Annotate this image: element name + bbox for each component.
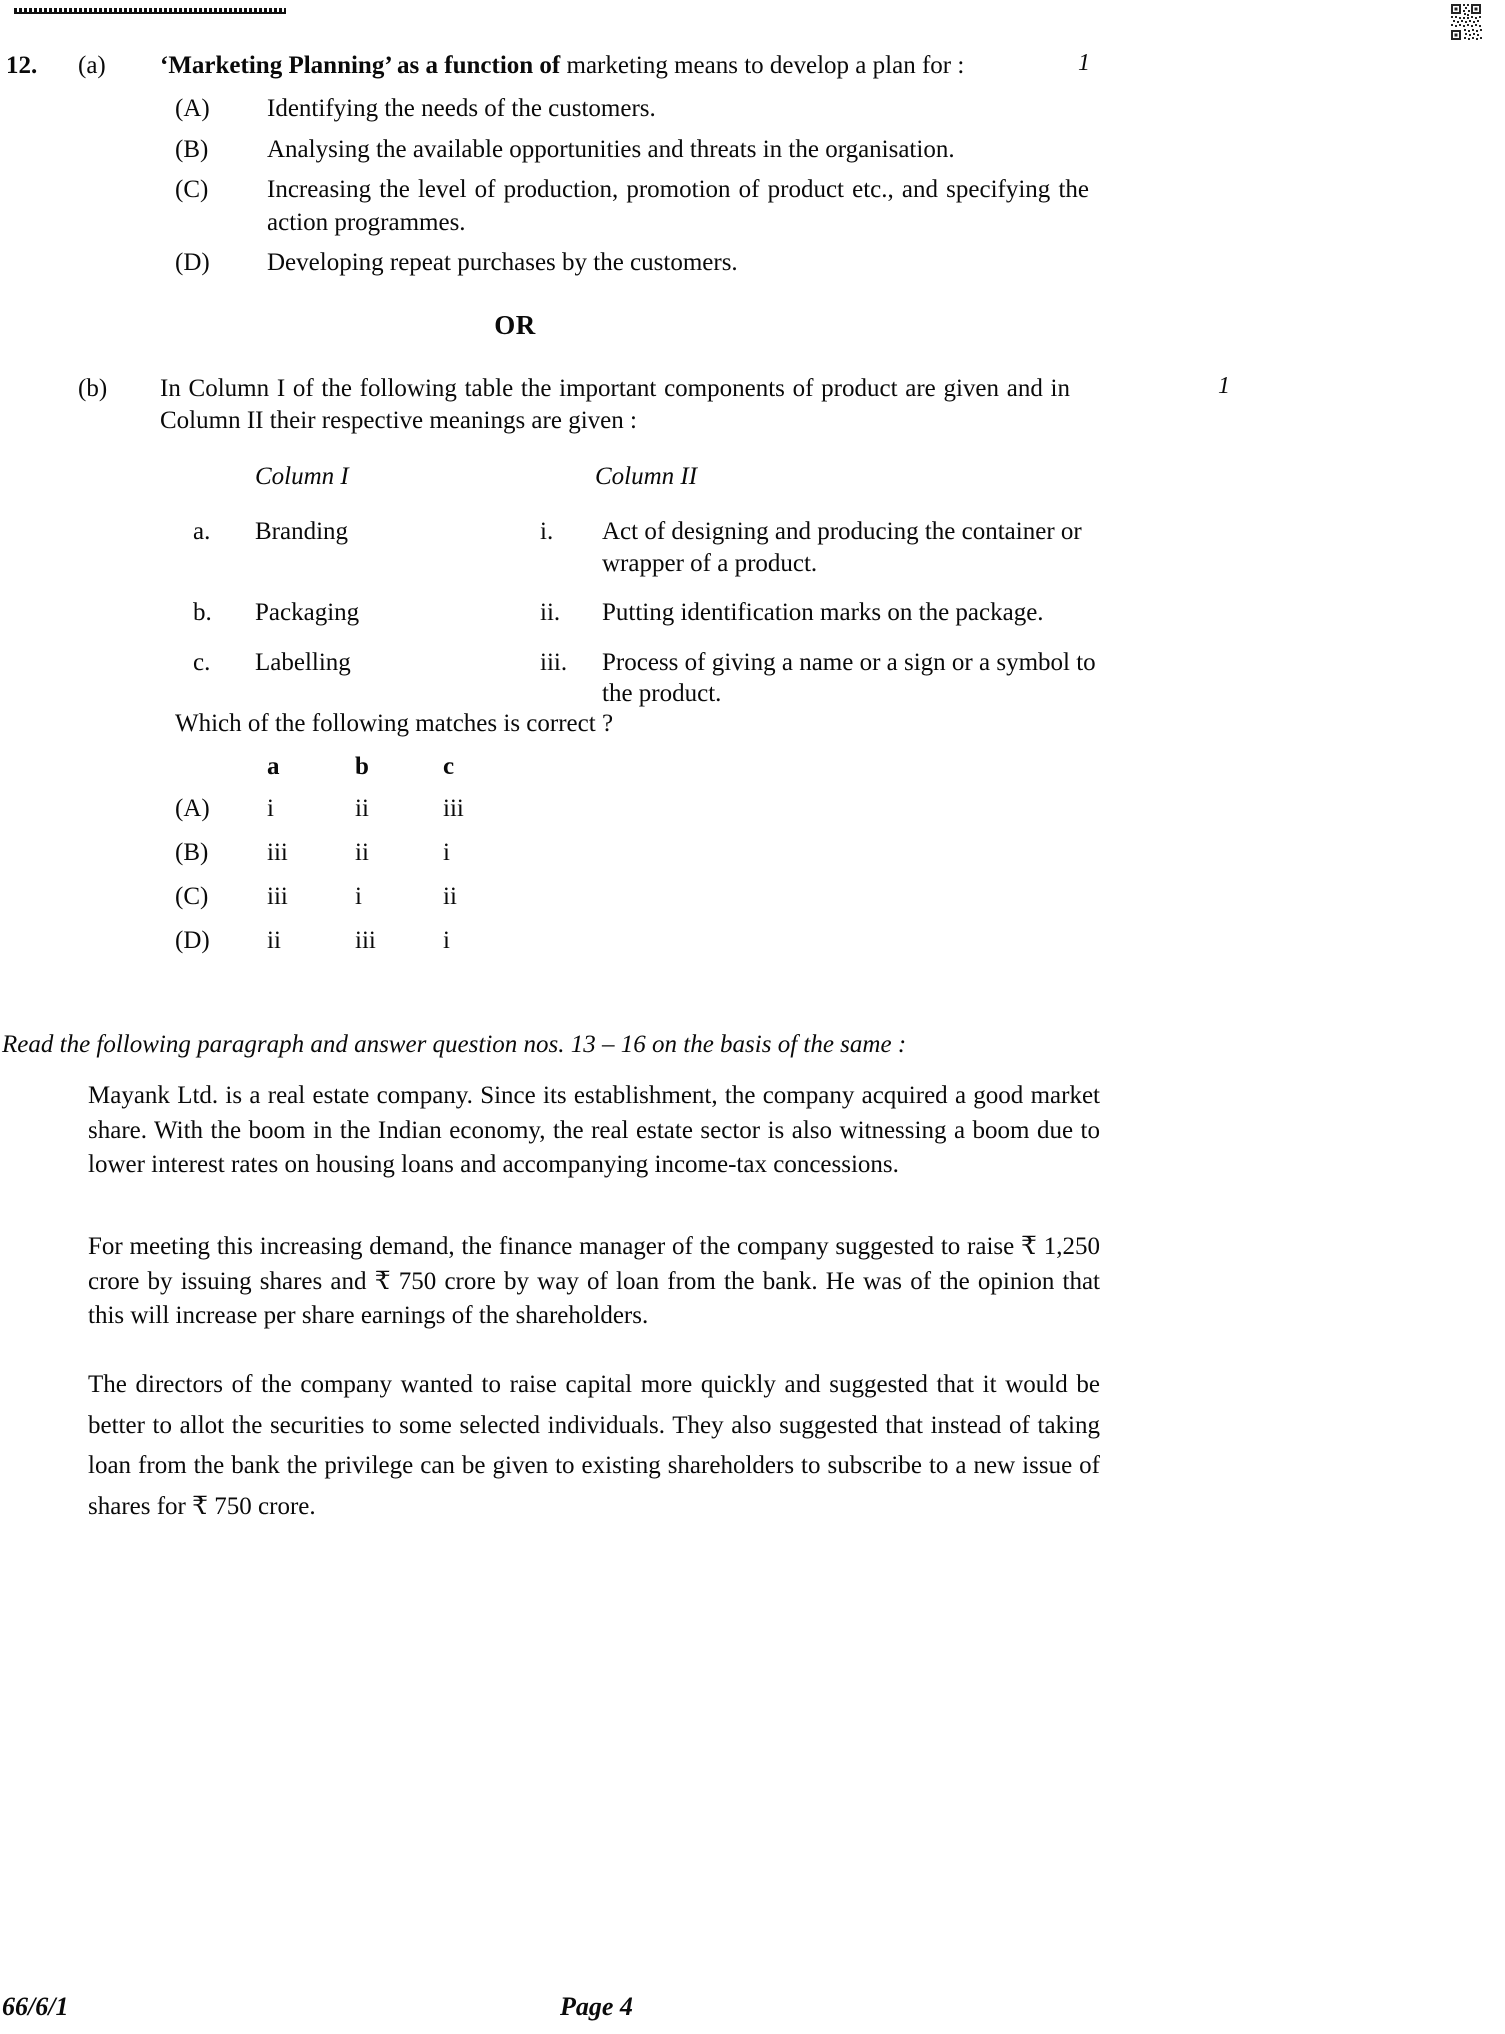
- row-roman-ii: ii.: [540, 599, 561, 626]
- columns-header-row: [0, 463, 1505, 491]
- header-rule: [14, 8, 286, 14]
- marks-12b: 1: [1218, 373, 1230, 399]
- question-12b-text: In Column I of the following table the important components of product are given and in Column II their respective meanings are given :: [160, 375, 1070, 434]
- grid-option-d-key: (D): [175, 927, 210, 954]
- grid-option-a[interactable]: [0, 795, 700, 823]
- row-key-c: c.: [193, 648, 211, 676]
- question-12a-lead: ‘Marketing Planning’ as a function of: [160, 52, 561, 79]
- question-12-part-a: [0, 50, 1505, 82]
- option-c-text: Increasing the level of production, promotion of product etc., and specifying the action programmes.: [267, 176, 1089, 236]
- grid-col-a: a: [267, 753, 280, 780]
- match-columns-table: [0, 463, 1505, 728]
- row-key-b: b.: [193, 599, 212, 626]
- option-a-text: Identifying the needs of the customers.: [267, 95, 656, 122]
- row-key-a: a.: [193, 518, 211, 545]
- row-meaning-i: Act of designing and producing the container or wrapper of a product.: [602, 518, 1082, 577]
- grid-option-d-val-a: ii: [267, 927, 281, 954]
- grid-col-c: c: [443, 753, 455, 780]
- grid-option-b-key: (B): [175, 839, 209, 866]
- page-number: Page 4: [560, 1992, 633, 2021]
- question-12-part-b: [0, 373, 1505, 437]
- row-meaning-ii: Putting identification marks on the package.: [602, 599, 1044, 626]
- option-a-key: (A): [175, 95, 210, 122]
- option-b[interactable]: [0, 134, 1505, 167]
- option-d[interactable]: [0, 247, 1505, 280]
- match-prompt: Which of the following matches is correct ?: [175, 710, 614, 737]
- part-label-b: (b): [78, 375, 108, 402]
- grid-option-b-val-b: ii: [355, 839, 369, 866]
- grid-option-c-val-a: iii: [267, 883, 288, 910]
- option-d-text: Developing repeat purchases by the customers.: [267, 249, 738, 276]
- grid-option-c-val-c: ii: [443, 883, 457, 910]
- paper-code: 66/6/1: [2, 1992, 69, 2021]
- option-d-key: (D): [175, 249, 210, 276]
- column-2-header: Column II: [595, 463, 698, 490]
- question-12a-rest: marketing means to develop a plan for :: [560, 52, 965, 79]
- question-12a-text: [160, 50, 1060, 82]
- marks-12a: 1: [1078, 50, 1090, 76]
- table-row: [0, 647, 1505, 710]
- row-roman-iii: iii.: [540, 648, 568, 676]
- match-answer-grid: [0, 753, 700, 971]
- grid-option-c[interactable]: [0, 883, 700, 911]
- question-number: 12.: [6, 52, 38, 79]
- grid-option-d-val-b: iii: [355, 927, 376, 954]
- grid-option-a-val-b: ii: [355, 795, 369, 822]
- grid-col-b: b: [355, 753, 369, 780]
- table-row: [0, 597, 1505, 629]
- case-study-instruction: Read the following paragraph and answer question nos. 13 – 16 on the basis of the same :: [2, 1031, 907, 1058]
- case-study-paragraph-2: For meeting this increasing demand, the finance manager of the company suggested to raise ₹ 1,250 crore by issuing shares and ₹ 750 crore by way of loan from the bank. He was of the opinion that this will increase per share earnings of the shareholders.: [88, 1233, 1100, 1329]
- grid-option-a-val-c: iii: [443, 795, 464, 822]
- or-divider: OR: [494, 310, 536, 340]
- row-roman-i: i.: [540, 518, 554, 545]
- grid-option-d-val-c: i: [443, 927, 450, 954]
- row-term-b: Packaging: [255, 599, 360, 626]
- part-label-a: (a): [78, 52, 106, 79]
- case-study-paragraph-1: Mayank Ltd. is a real estate company. Since its establishment, the company acquired a good market share. With the boom in the Indian economy, the real estate sector is also witnessing a boom due to lower interest rates on housing loans and accompanying income-tax concessions.: [88, 1082, 1100, 1178]
- grid-option-c-val-b: i: [355, 883, 362, 910]
- qr-code-icon: [1449, 2, 1483, 42]
- row-meaning-iii: Process of giving a name or a sign or a symbol to the product.: [602, 648, 1096, 707]
- column-1-header: Column I: [255, 463, 349, 490]
- grid-option-b[interactable]: [0, 839, 700, 867]
- grid-option-a-val-a: i: [267, 795, 274, 822]
- option-c-key: (C): [175, 176, 209, 203]
- row-term-a: Branding: [255, 518, 349, 545]
- row-term-c: Labelling: [255, 648, 351, 676]
- option-a[interactable]: [0, 93, 1505, 126]
- option-c[interactable]: [0, 174, 1505, 239]
- grid-option-a-key: (A): [175, 795, 210, 822]
- grid-header-row: [0, 753, 700, 781]
- grid-option-b-val-c: i: [443, 839, 450, 866]
- option-b-text: Analysing the available opportunities and threats in the organisation.: [267, 135, 955, 163]
- option-b-key: (B): [175, 135, 209, 163]
- table-row: [0, 516, 1505, 579]
- grid-option-c-key: (C): [175, 883, 209, 910]
- grid-option-b-val-a: iii: [267, 839, 288, 866]
- grid-option-d[interactable]: [0, 927, 700, 955]
- case-study-paragraph-3: The directors of the company wanted to raise capital more quickly and suggested that it would be better to allot the securities to some selected individuals. They also suggested that instead of taking loan from the bank the privilege can be given to existing shareholders to subscribe to a new issue of shares for ₹ 750 crore.: [88, 1371, 1100, 1520]
- options-list-12a: [0, 93, 1505, 288]
